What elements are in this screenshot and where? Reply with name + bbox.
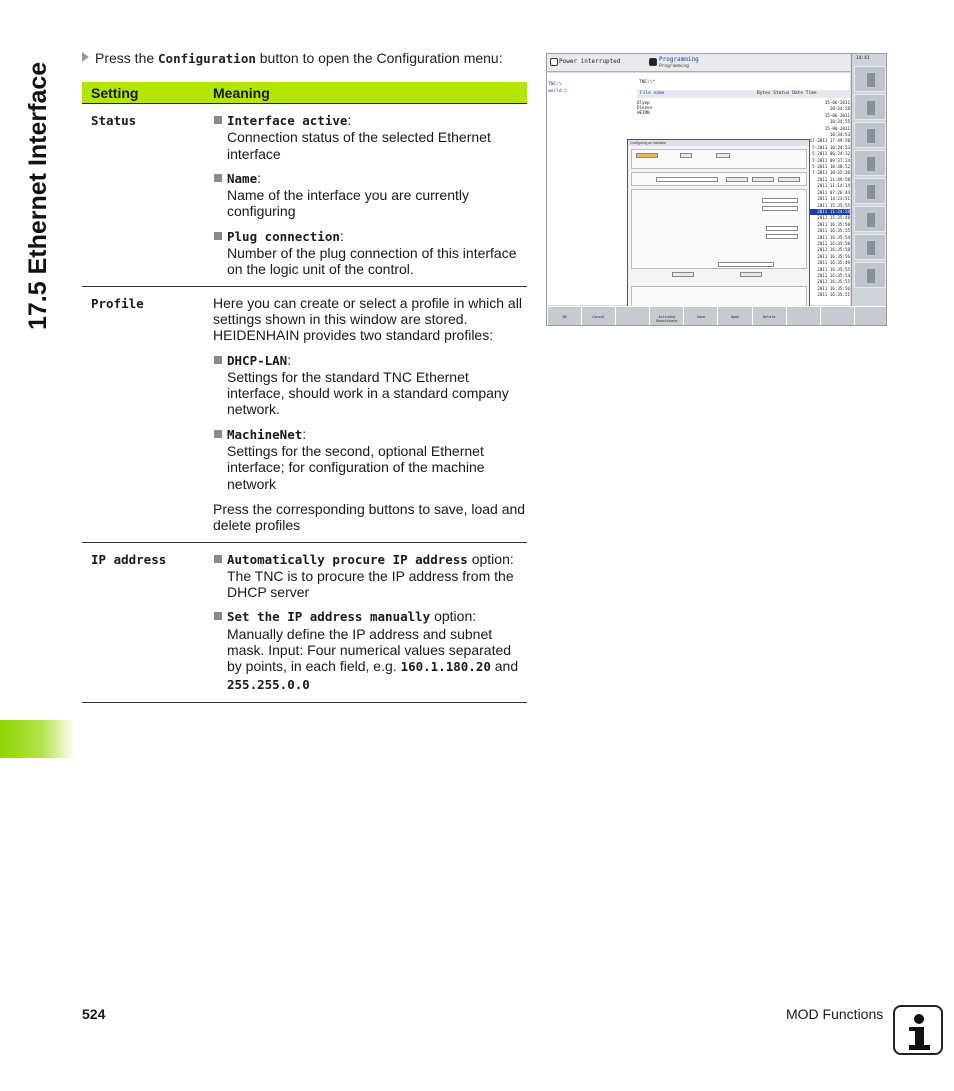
save-profile-button[interactable] [726, 177, 748, 182]
server-field[interactable] [766, 226, 798, 231]
softkey[interactable]: Open [717, 306, 751, 326]
list-item[interactable]: 2011 11:14:14 [817, 183, 850, 189]
screen-header: Power interrupted Programming Programming [547, 54, 850, 72]
softkey[interactable] [820, 306, 854, 326]
list-item: Interface active: Connection status of the selected Ethernet interface [213, 112, 527, 162]
settings-table [82, 82, 527, 703]
delete-profile-button[interactable] [778, 177, 800, 182]
gateway-field[interactable] [718, 262, 774, 267]
softkey[interactable]: Save [683, 306, 717, 326]
list-item[interactable]: 15-06-2011 10:34:58 [824, 100, 850, 112]
status-group [631, 149, 807, 169]
directory-tree [548, 81, 567, 95]
name-field[interactable] [680, 153, 692, 158]
file-list [637, 100, 652, 115]
dialog-cancel-button[interactable] [740, 272, 762, 277]
setting-meaning [213, 551, 527, 693]
side-softkey[interactable] [854, 150, 886, 176]
square-bullet-icon [214, 174, 222, 182]
address-field[interactable] [762, 198, 798, 203]
triangle-bullet-icon [82, 52, 89, 62]
softkey[interactable] [786, 306, 820, 326]
softkey[interactable]: Delete [752, 306, 786, 326]
profile-select[interactable] [656, 177, 718, 182]
setting-name: Profile [91, 295, 144, 311]
softkey-bar [547, 306, 887, 326]
section-heading-text: 17.5 Ethernet Interface [24, 61, 52, 330]
load-profile-button[interactable] [752, 177, 774, 182]
dialog-title: Configuring an interface [628, 140, 809, 146]
server-field[interactable] [766, 234, 798, 239]
list-item[interactable]: 2011 16:35:55 [817, 279, 850, 285]
ip-forwarding-group [631, 286, 807, 308]
intro-instruction: Press the Configuration button to open the Configuration menu: [82, 50, 503, 66]
dialog-ok-button[interactable] [672, 272, 694, 277]
list-item[interactable]: 2011 16:35:55 [817, 228, 850, 234]
square-bullet-icon [214, 232, 222, 240]
power-icon [550, 58, 558, 66]
list-item[interactable]: Dienen [637, 105, 653, 110]
tree-item[interactable]: world:\ [548, 89, 567, 94]
side-softkey-bar [851, 54, 887, 306]
list-item[interactable]: 2011 07:26:44 [817, 189, 850, 195]
side-softkey[interactable] [854, 94, 886, 120]
square-bullet-icon [214, 555, 222, 563]
list-item[interactable]: 2011 16:35:56 [817, 253, 850, 259]
current-path: TNC:\* [639, 80, 656, 85]
softkey[interactable]: Cancel [581, 306, 615, 326]
list-item[interactable]: 17-2011 17:49:50 [809, 138, 850, 144]
side-softkey[interactable] [854, 234, 886, 260]
list-item[interactable]: 2011 15:35:55 [817, 202, 850, 208]
tree-item[interactable]: TNC:\ [548, 82, 562, 87]
header-meaning: Meaning [213, 84, 270, 101]
list-item[interactable]: 2011 16:35:50 [817, 221, 850, 227]
table-row-profile [82, 287, 527, 543]
profile-outro: Press the corresponding buttons to save, load and delete profiles [213, 500, 526, 534]
table-header [82, 82, 527, 104]
list-item[interactable]: 2011 16:35:56 [817, 285, 850, 291]
file-list-header: File name Bytes Status Date Time [637, 90, 850, 98]
list-item: DHCP-LAN: Settings for the standard TNC Ethernet interface, should work in a standard company network. [213, 352, 527, 418]
list-item[interactable]: 7-2011 09:37:24 [812, 157, 850, 163]
table-row-ip-address [82, 543, 527, 703]
list-item[interactable]: 15-06-2011 10:34:53 [824, 125, 850, 138]
mode-icon [649, 58, 657, 66]
softkey[interactable]: Activate Deactivate [649, 306, 683, 326]
interface-active-field[interactable] [636, 153, 658, 158]
softkey[interactable] [854, 306, 887, 326]
plug-field[interactable] [716, 153, 730, 158]
list-item[interactable]: 2011 16:35:49 [817, 260, 850, 266]
list-item[interactable]: 2011 16:35:51 [817, 292, 850, 298]
list-item[interactable]: 7-2011 10:35:30 [812, 170, 850, 176]
list-item[interactable]: Olymp [637, 100, 650, 105]
list-item[interactable]: HEIMB [637, 110, 650, 115]
softkey[interactable] [615, 306, 649, 326]
list-item[interactable]: 2011 16:35:50 [817, 240, 850, 246]
file-dates [803, 100, 850, 299]
configure-interface-dialog [627, 139, 810, 322]
list-item[interactable]: 2011 11:49:58 [817, 176, 850, 182]
setting-name: IP address [91, 551, 167, 567]
square-bullet-icon [214, 612, 222, 620]
setting-meaning [213, 295, 527, 534]
list-item: Set the IP address manually option: Manually define the IP address and subnet mask. Input: Four numerical values separated by points, in each field, e.g. 160.1.180.20 and 255.255.0.0 [213, 608, 527, 692]
setting-name: Status [91, 113, 137, 128]
list-item[interactable]: 2011 16:35:54 [817, 272, 850, 278]
list-item: MachineNet: Settings for the second, optional Ethernet interface; for configuration of the machine network [213, 426, 527, 492]
file-manager [547, 73, 850, 305]
list-item[interactable]: 2011 16:35:54 [817, 234, 850, 240]
side-softkey[interactable] [854, 206, 886, 232]
list-item[interactable]: 15-06-2011 10:34:55 [824, 112, 850, 125]
section-tab-marker [0, 720, 76, 758]
info-icon [893, 1005, 943, 1055]
side-softkey[interactable] [854, 66, 886, 92]
list-item[interactable]: 5-2011 06:24:32 [812, 151, 850, 157]
list-item[interactable]: 2011 15:35:48 [817, 215, 850, 221]
list-item: Plug connection: Number of the plug connection of this interface on the logic unit of the control. [213, 228, 527, 278]
list-item[interactable]: 2011 16:35:55 [817, 266, 850, 272]
list-item[interactable]: 2011 14:23:51 [817, 196, 850, 202]
setting-meaning [213, 112, 527, 278]
header-setting: Setting [91, 84, 139, 101]
side-softkey[interactable] [854, 262, 886, 288]
square-bullet-icon [214, 430, 222, 438]
table-row-status [82, 104, 527, 287]
list-item: Automatically procure IP address option: The TNC is to procure the IP address from the DHCP server [213, 551, 527, 601]
square-bullet-icon [214, 116, 222, 124]
control-screenshot [546, 53, 887, 326]
subnet-field[interactable] [762, 206, 798, 211]
footer-section-title: MOD Functions [786, 1006, 884, 1022]
list-item[interactable]: 5-2011 10:48:52 [812, 164, 850, 170]
profile-intro: Here you can create or select a profile in which all settings shown in this window are stored. HEIDENHAIN provides two standard profiles: [213, 294, 522, 344]
list-item[interactable]: 5-2011 10:34:53 [812, 144, 850, 150]
side-softkey[interactable] [854, 178, 886, 204]
square-bullet-icon [214, 356, 222, 364]
clock: 14:41 [856, 56, 870, 61]
softkey[interactable]: OK [547, 306, 581, 326]
list-item[interactable]: 2011 11:24:58 [803, 209, 850, 215]
side-softkey[interactable] [854, 122, 886, 148]
list-item[interactable]: 2011 16:35:50 [817, 247, 850, 253]
configuration-button-label: Configuration [158, 51, 256, 66]
list-item: Name: Name of the interface you are currently configuring [213, 170, 527, 220]
page-number: 524 [82, 1006, 106, 1022]
